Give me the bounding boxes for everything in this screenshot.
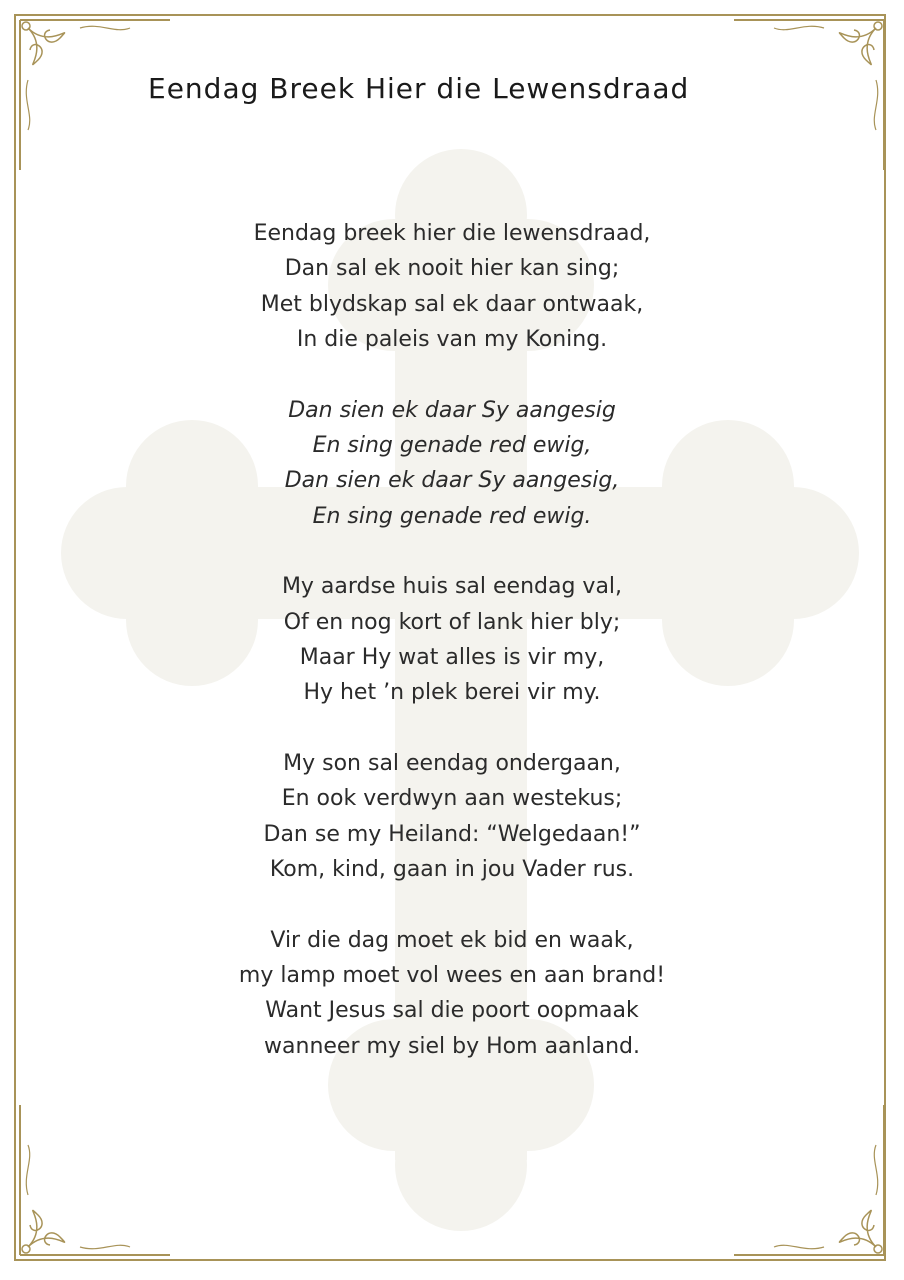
flourish-ornament-icon-bottom-right xyxy=(734,1105,884,1255)
poem-line: En sing genade red ewig, xyxy=(312,433,592,459)
poem-line: In die paleis van my Koning. xyxy=(296,327,608,353)
poem-line: Vir die dag moet ek bid en waak, xyxy=(270,927,634,953)
poem-line: My son sal eendag ondergaan, xyxy=(283,750,621,776)
poem-line: Dan sien ek daar Sy aangesig, xyxy=(284,468,620,494)
poem-line: Dan sien ek daar Sy aangesig xyxy=(288,397,616,423)
verse-stanza xyxy=(152,746,752,888)
verse-stanza xyxy=(152,216,752,358)
page-title: Eendag Breek Hier die Lewensdraad xyxy=(148,72,690,105)
verse-stanza xyxy=(152,569,752,711)
poem-line: wanneer my siel by Hom aanland. xyxy=(264,1033,640,1059)
poem-line: Of en nog kort of lank hier bly; xyxy=(283,609,621,635)
poem-line: Kom, kind, gaan in jou Vader rus. xyxy=(269,857,635,883)
flourish-ornament-icon-bottom-left xyxy=(20,1105,170,1255)
poem-line: Dan sal ek nooit hier kan sing; xyxy=(284,256,620,282)
verse-stanza xyxy=(152,923,752,1065)
poem-line: Hy het ’n plek berei vir my. xyxy=(303,680,601,706)
poem-line: My aardse huis sal eendag val, xyxy=(281,574,623,600)
chorus-stanza xyxy=(152,393,752,535)
poem-line: En ook verdwyn aan westekus; xyxy=(281,786,623,812)
poem-line: Eendag breek hier die lewensdraad, xyxy=(253,221,651,246)
poem-line: En sing genade red ewig. xyxy=(312,503,592,529)
poem-line: Met blydskap sal ek daar ontwaak, xyxy=(260,291,644,317)
poem-line: my lamp moet vol wees en aan brand! xyxy=(238,962,666,988)
poem-line: Want Jesus sal die poort oopmaak xyxy=(265,998,639,1024)
poem-line: Dan se my Heiland: “Welgedaan!” xyxy=(263,821,641,847)
poem-body xyxy=(152,216,752,1099)
poem-line: Maar Hy wat alles is vir my, xyxy=(299,645,605,671)
